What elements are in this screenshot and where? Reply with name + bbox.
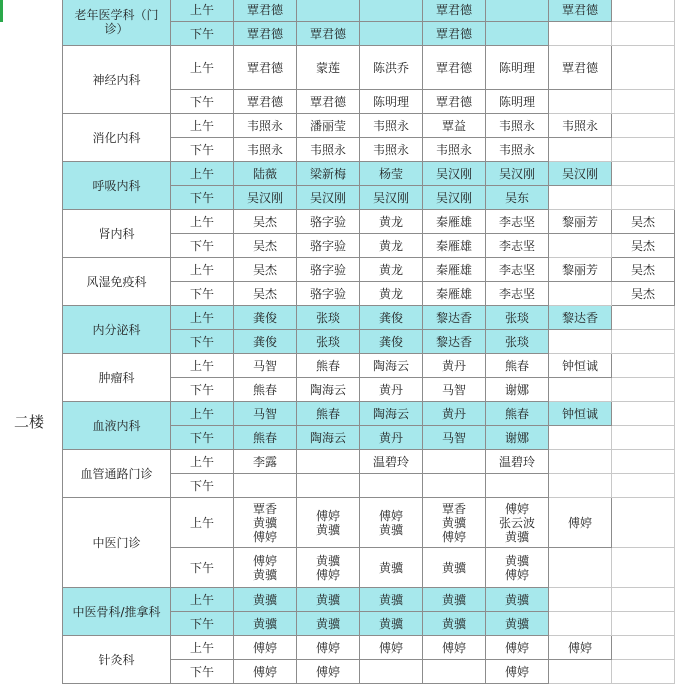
- doctor-cell: 黄骥: [234, 588, 297, 612]
- doctor-cell: [612, 306, 675, 330]
- doctor-cell: [612, 636, 675, 660]
- doctor-cell: [297, 450, 360, 474]
- doctor-cell: 温碧玲: [486, 450, 549, 474]
- department-name: 消化内科: [63, 114, 171, 162]
- doctor-cell: 吴杰: [612, 234, 675, 258]
- doctor-cell: 张琰: [486, 306, 549, 330]
- doctor-cell: 傅婷 黄骥: [234, 548, 297, 588]
- doctor-cell: 傅婷: [423, 636, 486, 660]
- doctor-cell: 骆字验: [297, 258, 360, 282]
- period-cell: 上午: [171, 498, 234, 548]
- doctor-cell: 熊春: [297, 402, 360, 426]
- period-cell: 上午: [171, 306, 234, 330]
- doctor-cell: 熊春: [486, 402, 549, 426]
- schedule-row: [63, 450, 675, 474]
- doctor-cell: 龚俊: [234, 306, 297, 330]
- doctor-cell: [549, 588, 612, 612]
- doctor-cell: [612, 378, 675, 402]
- doctor-cell: [612, 474, 675, 498]
- doctor-cell: 陈明理: [486, 46, 549, 90]
- doctor-cell: 覃君德: [423, 90, 486, 114]
- doctor-cell: 傅婷: [297, 636, 360, 660]
- doctor-cell: [612, 90, 675, 114]
- doctor-cell: [612, 0, 675, 22]
- doctor-cell: 潘丽莹: [297, 114, 360, 138]
- doctor-cell: 熊春: [486, 354, 549, 378]
- doctor-cell: [612, 186, 675, 210]
- period-cell: 下午: [171, 330, 234, 354]
- doctor-cell: 陶海云: [360, 402, 423, 426]
- schedule-row: [63, 636, 675, 660]
- doctor-cell: [486, 474, 549, 498]
- schedule-row: [63, 114, 675, 138]
- doctor-cell: 温碧玲: [360, 450, 423, 474]
- department-name: 中医门诊: [63, 498, 171, 588]
- doctor-cell: 覃君德: [234, 0, 297, 22]
- period-cell: 下午: [171, 474, 234, 498]
- period-cell: 下午: [171, 426, 234, 450]
- doctor-cell: 梁新梅: [297, 162, 360, 186]
- doctor-cell: 谢娜: [486, 426, 549, 450]
- doctor-cell: [612, 162, 675, 186]
- doctor-cell: 吴杰: [612, 210, 675, 234]
- doctor-cell: 马智: [423, 378, 486, 402]
- doctor-cell: 吴汉刚: [360, 186, 423, 210]
- doctor-cell: 吴杰: [234, 234, 297, 258]
- doctor-cell: 韦照永: [360, 114, 423, 138]
- doctor-cell: 傅婷: [549, 498, 612, 548]
- doctor-cell: 吴汉刚: [234, 186, 297, 210]
- doctor-cell: 吴东: [486, 186, 549, 210]
- doctor-cell: [549, 548, 612, 588]
- doctor-cell: 傅婷 黄骥: [297, 498, 360, 548]
- doctor-cell: 吴汉刚: [297, 186, 360, 210]
- doctor-cell: 傅婷: [486, 660, 549, 684]
- doctor-cell: [549, 612, 612, 636]
- department-name: 肾内科: [63, 210, 171, 258]
- doctor-cell: 傅婷: [360, 636, 423, 660]
- floor-label: 二楼: [14, 413, 45, 431]
- doctor-cell: 覃君德: [297, 22, 360, 46]
- department-name: 肿瘤科: [63, 354, 171, 402]
- doctor-cell: 李志坚: [486, 282, 549, 306]
- doctor-cell: 秦雁雄: [423, 282, 486, 306]
- doctor-cell: [612, 114, 675, 138]
- department-name: 血管通路门诊: [63, 450, 171, 498]
- schedule-row: [63, 210, 675, 234]
- schedule-row: [63, 588, 675, 612]
- department-name: 血液内科: [63, 402, 171, 450]
- doctor-cell: 秦雁雄: [423, 234, 486, 258]
- doctor-cell: 黄丹: [423, 354, 486, 378]
- doctor-cell: 黄丹: [360, 378, 423, 402]
- doctor-cell: [612, 330, 675, 354]
- doctor-cell: 张琰: [486, 330, 549, 354]
- doctor-cell: 韦照永: [486, 114, 549, 138]
- doctor-cell: 覃君德: [234, 90, 297, 114]
- doctor-cell: [612, 138, 675, 162]
- doctor-cell: [360, 0, 423, 22]
- period-cell: 下午: [171, 612, 234, 636]
- doctor-cell: 覃君德: [234, 22, 297, 46]
- period-cell: 下午: [171, 660, 234, 684]
- doctor-cell: [612, 426, 675, 450]
- doctor-cell: [612, 612, 675, 636]
- doctor-cell: 张琰: [297, 306, 360, 330]
- period-cell: 上午: [171, 402, 234, 426]
- doctor-cell: 陶海云: [297, 378, 360, 402]
- doctor-cell: 黄骥: [360, 588, 423, 612]
- doctor-cell: 覃君德: [423, 22, 486, 46]
- doctor-cell: [612, 450, 675, 474]
- doctor-cell: [234, 474, 297, 498]
- doctor-cell: 钟恒诚: [549, 354, 612, 378]
- doctor-cell: 张琰: [297, 330, 360, 354]
- doctor-cell: 韦照永: [360, 138, 423, 162]
- period-cell: 下午: [171, 282, 234, 306]
- doctor-cell: 吴汉刚: [423, 186, 486, 210]
- period-cell: 上午: [171, 46, 234, 90]
- period-cell: 上午: [171, 0, 234, 22]
- doctor-cell: 吴汉刚: [423, 162, 486, 186]
- doctor-cell: 傅婷 黄骥: [360, 498, 423, 548]
- schedule-row: [63, 46, 675, 90]
- doctor-cell: [360, 22, 423, 46]
- period-cell: 下午: [171, 22, 234, 46]
- doctor-cell: [486, 22, 549, 46]
- doctor-cell: 秦雁雄: [423, 258, 486, 282]
- schedule-row: [63, 498, 675, 548]
- doctor-cell: 黎达香: [423, 330, 486, 354]
- doctor-cell: 覃益: [423, 114, 486, 138]
- doctor-cell: 覃香 黄骥 傅婷: [423, 498, 486, 548]
- doctor-cell: 黄骥: [486, 588, 549, 612]
- doctor-cell: 傅婷: [486, 636, 549, 660]
- doctor-cell: 黄骥: [423, 548, 486, 588]
- doctor-cell: 黄丹: [360, 426, 423, 450]
- doctor-cell: 黄骥: [297, 588, 360, 612]
- doctor-cell: 黎达香: [423, 306, 486, 330]
- doctor-cell: 吴杰: [234, 282, 297, 306]
- doctor-cell: [549, 234, 612, 258]
- department-name: 老年医学科（门诊）: [63, 0, 171, 46]
- period-cell: 上午: [171, 210, 234, 234]
- doctor-cell: 骆字验: [297, 210, 360, 234]
- department-name: 神经内科: [63, 46, 171, 114]
- schedule-row: [63, 162, 675, 186]
- doctor-cell: 黎达香: [549, 306, 612, 330]
- doctor-cell: 覃君德: [423, 0, 486, 22]
- doctor-cell: 李志坚: [486, 258, 549, 282]
- period-cell: 上午: [171, 354, 234, 378]
- doctor-cell: 黄骥 傅婷: [486, 548, 549, 588]
- doctor-cell: 吴杰: [234, 210, 297, 234]
- doctor-cell: 傅婷: [549, 636, 612, 660]
- doctor-cell: 黄骥: [423, 588, 486, 612]
- doctor-cell: 黄骥: [360, 548, 423, 588]
- doctor-cell: 陶海云: [360, 354, 423, 378]
- schedule-row: [63, 0, 675, 22]
- doctor-cell: 傅婷: [234, 636, 297, 660]
- doctor-cell: [360, 660, 423, 684]
- doctor-cell: 韦照永: [423, 138, 486, 162]
- period-cell: 下午: [171, 90, 234, 114]
- period-cell: 下午: [171, 186, 234, 210]
- doctor-cell: 黄龙: [360, 282, 423, 306]
- period-cell: 上午: [171, 258, 234, 282]
- doctor-cell: [486, 0, 549, 22]
- doctor-cell: [549, 378, 612, 402]
- doctor-cell: 黄龙: [360, 210, 423, 234]
- schedule-row: [63, 306, 675, 330]
- doctor-cell: 龚俊: [360, 330, 423, 354]
- doctor-cell: 黄龙: [360, 258, 423, 282]
- doctor-cell: 韦照永: [549, 114, 612, 138]
- doctor-cell: [612, 498, 675, 548]
- doctor-cell: 吴杰: [612, 258, 675, 282]
- department-name: 针灸科: [63, 636, 171, 684]
- doctor-cell: [297, 0, 360, 22]
- doctor-cell: 陆薇: [234, 162, 297, 186]
- doctor-cell: 马智: [423, 426, 486, 450]
- doctor-cell: [549, 474, 612, 498]
- doctor-cell: 黄丹: [423, 402, 486, 426]
- doctor-cell: [549, 282, 612, 306]
- doctor-cell: 吴杰: [234, 258, 297, 282]
- doctor-cell: 黄骥: [423, 612, 486, 636]
- doctor-cell: [549, 450, 612, 474]
- selection-marker: [0, 0, 3, 22]
- doctor-cell: 傅婷: [234, 660, 297, 684]
- doctor-cell: 杨莹: [360, 162, 423, 186]
- doctor-cell: 覃君德: [549, 0, 612, 22]
- doctor-cell: [549, 186, 612, 210]
- doctor-cell: 覃君德: [297, 90, 360, 114]
- schedule-row: [63, 354, 675, 378]
- schedule-row: [63, 402, 675, 426]
- doctor-cell: 陶海云: [297, 426, 360, 450]
- doctor-cell: 熊春: [234, 426, 297, 450]
- doctor-cell: [612, 588, 675, 612]
- doctor-cell: 吴汉刚: [486, 162, 549, 186]
- doctor-cell: [612, 354, 675, 378]
- doctor-cell: 韦照永: [486, 138, 549, 162]
- doctor-cell: 韦照永: [234, 138, 297, 162]
- doctor-cell: 陈明理: [486, 90, 549, 114]
- doctor-cell: 蒙莲: [297, 46, 360, 90]
- doctor-cell: 黄骥: [486, 612, 549, 636]
- doctor-cell: [549, 330, 612, 354]
- doctor-cell: 覃君德: [549, 46, 612, 90]
- doctor-cell: 李志坚: [486, 210, 549, 234]
- period-cell: 上午: [171, 450, 234, 474]
- doctor-cell: [612, 22, 675, 46]
- period-cell: 下午: [171, 138, 234, 162]
- doctor-cell: 谢娜: [486, 378, 549, 402]
- doctor-cell: 覃香 黄骥 傅婷: [234, 498, 297, 548]
- period-cell: 上午: [171, 588, 234, 612]
- doctor-cell: [549, 138, 612, 162]
- period-cell: 上午: [171, 636, 234, 660]
- period-cell: 下午: [171, 378, 234, 402]
- doctor-cell: 李露: [234, 450, 297, 474]
- doctor-cell: [549, 90, 612, 114]
- doctor-cell: 李志坚: [486, 234, 549, 258]
- doctor-cell: [612, 660, 675, 684]
- department-name: 风湿免疫科: [63, 258, 171, 306]
- period-cell: 下午: [171, 548, 234, 588]
- doctor-cell: [612, 46, 675, 90]
- doctor-cell: [549, 22, 612, 46]
- doctor-cell: 秦雁雄: [423, 210, 486, 234]
- period-cell: 上午: [171, 162, 234, 186]
- doctor-cell: [549, 426, 612, 450]
- doctor-cell: 覃君德: [234, 46, 297, 90]
- doctor-cell: 黄骥 傅婷: [297, 548, 360, 588]
- doctor-cell: 熊春: [297, 354, 360, 378]
- period-cell: 上午: [171, 114, 234, 138]
- doctor-cell: 陈洪乔: [360, 46, 423, 90]
- doctor-cell: 钟恒诚: [549, 402, 612, 426]
- doctor-cell: 陈明理: [360, 90, 423, 114]
- department-name: 中医骨科/推拿科: [63, 588, 171, 636]
- doctor-cell: 马智: [234, 402, 297, 426]
- doctor-cell: 龚俊: [360, 306, 423, 330]
- schedule-row: [63, 258, 675, 282]
- schedule-table: [62, 0, 675, 684]
- doctor-cell: [423, 474, 486, 498]
- doctor-cell: 吴杰: [612, 282, 675, 306]
- doctor-cell: [297, 474, 360, 498]
- doctor-cell: [423, 660, 486, 684]
- doctor-cell: 黎丽芳: [549, 210, 612, 234]
- doctor-cell: 骆字验: [297, 282, 360, 306]
- doctor-cell: [612, 548, 675, 588]
- doctor-cell: 骆字验: [297, 234, 360, 258]
- doctor-cell: 韦照永: [297, 138, 360, 162]
- doctor-cell: 傅婷: [297, 660, 360, 684]
- doctor-cell: 熊春: [234, 378, 297, 402]
- period-cell: 下午: [171, 234, 234, 258]
- doctor-cell: 吴汉刚: [549, 162, 612, 186]
- doctor-cell: 傅婷 张云波 黄骥: [486, 498, 549, 548]
- doctor-cell: 黄龙: [360, 234, 423, 258]
- doctor-cell: 黄骥: [297, 612, 360, 636]
- doctor-cell: 龚俊: [234, 330, 297, 354]
- doctor-cell: [360, 474, 423, 498]
- doctor-cell: 黄骥: [234, 612, 297, 636]
- doctor-cell: [423, 450, 486, 474]
- doctor-cell: 韦照永: [234, 114, 297, 138]
- doctor-cell: 马智: [234, 354, 297, 378]
- doctor-cell: 黎丽芳: [549, 258, 612, 282]
- doctor-cell: [612, 402, 675, 426]
- doctor-cell: 覃君德: [423, 46, 486, 90]
- doctor-cell: 黄骥: [360, 612, 423, 636]
- department-name: 内分泌科: [63, 306, 171, 354]
- doctor-cell: [549, 660, 612, 684]
- department-name: 呼吸内科: [63, 162, 171, 210]
